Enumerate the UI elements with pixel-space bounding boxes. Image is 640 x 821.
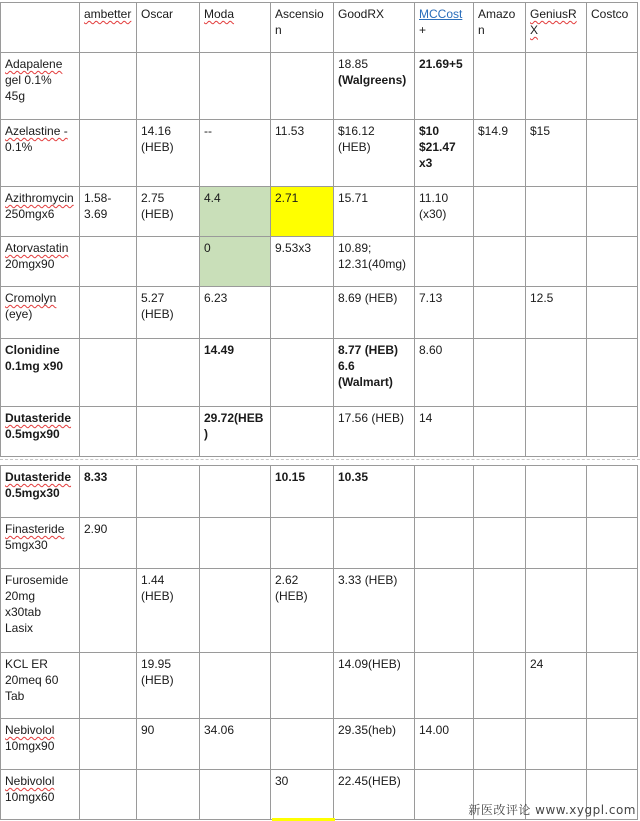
price-cell	[137, 120, 200, 187]
price-cell	[587, 407, 638, 457]
header-row	[1, 3, 638, 53]
drug-name-cell: Nebivolol 10mgx60	[1, 770, 80, 820]
price-cell	[415, 120, 474, 187]
price-cell	[137, 569, 200, 653]
price-cell	[587, 653, 638, 719]
price-cell	[587, 53, 638, 120]
drug-name-cell: Clonidine 0.1mg x90	[1, 339, 80, 407]
price-cell	[80, 237, 137, 287]
price-cell	[80, 339, 137, 407]
cell-line: (x30)	[419, 207, 447, 221]
table-row	[1, 466, 638, 518]
drug-name-cell: Azithromycin 250mgx6	[1, 187, 80, 237]
price-cell	[137, 518, 200, 569]
cell-line: 3.69	[84, 207, 108, 221]
header-costco: Costco	[587, 3, 638, 53]
cell-line: 10.89;	[338, 241, 372, 255]
cell-line: (Walmart)	[338, 375, 393, 389]
price-cell	[80, 53, 137, 120]
drug-name-cell: Furosemide 20mg x30tab Lasix	[1, 569, 80, 653]
cell-line: 7.13	[419, 291, 443, 305]
price-cell	[587, 187, 638, 237]
cell-line: $10	[419, 124, 440, 138]
table-row	[1, 339, 638, 407]
price-cell	[200, 518, 271, 569]
price-cell	[474, 237, 526, 287]
price-cell	[474, 518, 526, 569]
table-row	[1, 120, 638, 187]
cell-line: 2.62	[275, 573, 299, 587]
price-cell	[271, 569, 334, 653]
price-cell	[587, 237, 638, 287]
price-cell	[80, 466, 137, 518]
cell-line: 6.6	[338, 359, 355, 373]
cell-line: 34.06	[204, 723, 235, 737]
cell-line: 29.72(HEB)	[204, 411, 264, 441]
mccost-link[interactable]: MCCost	[419, 7, 463, 21]
cell-line: 15.71	[338, 191, 369, 205]
price-cell	[334, 237, 415, 287]
price-cell	[526, 287, 587, 339]
cell-line: 90	[141, 723, 155, 737]
price-cell	[271, 237, 334, 287]
price-cell	[334, 187, 415, 237]
cell-line: 22.45(HEB)	[338, 774, 401, 788]
price-cell	[200, 287, 271, 339]
price-cell	[415, 719, 474, 770]
drug-name-cell: Finasteride 5mgx30	[1, 518, 80, 569]
price-cell	[334, 518, 415, 569]
cell-line: 19.95	[141, 657, 172, 671]
cell-line: $16.12 (HEB)	[338, 124, 375, 154]
cell-line: 10.15	[275, 470, 306, 484]
price-cell	[334, 339, 415, 407]
cell-line: $21.47	[419, 140, 456, 154]
price-table-part-2	[0, 465, 638, 820]
price-cell	[271, 287, 334, 339]
watermark: 新医改评论 www.xygpl.com	[468, 803, 636, 817]
price-cell	[526, 120, 587, 187]
price-cell	[80, 653, 137, 719]
cell-line: (Walgreens)	[338, 73, 407, 87]
table-row	[1, 53, 638, 120]
table-row	[1, 237, 638, 287]
cell-line: 10.35	[338, 470, 369, 484]
cell-line: 21.69+5	[419, 57, 463, 71]
cell-line: 18.85	[338, 57, 369, 71]
cell-line: 14.49	[204, 343, 235, 357]
cell-line: 8.77 (HEB)	[338, 343, 399, 357]
price-cell	[334, 407, 415, 457]
price-cell	[526, 518, 587, 569]
cell-line: 24	[530, 657, 544, 671]
price-cell	[80, 770, 137, 820]
table-row	[1, 653, 638, 719]
price-cell	[271, 187, 334, 237]
price-cell	[474, 339, 526, 407]
price-cell	[474, 187, 526, 237]
price-cell	[526, 53, 587, 120]
price-cell	[137, 237, 200, 287]
price-cell	[271, 653, 334, 719]
table-row	[1, 287, 638, 339]
cell-line: 2.75	[141, 191, 165, 205]
table-row	[1, 569, 638, 653]
cell-line: 14.00	[419, 723, 450, 737]
price-cell	[587, 287, 638, 339]
price-cell	[415, 407, 474, 457]
cell-line: 1.58-	[84, 191, 112, 205]
price-cell	[80, 120, 137, 187]
header-blank	[1, 3, 80, 53]
price-cell	[200, 719, 271, 770]
cell-line: 3.33 (HEB)	[338, 573, 398, 587]
header-geniusrx: GeniusRX	[526, 3, 587, 53]
price-cell	[334, 569, 415, 653]
price-cell	[200, 653, 271, 719]
cell-line: 8.69 (HEB)	[338, 291, 398, 305]
price-cell	[200, 569, 271, 653]
price-cell	[137, 339, 200, 407]
cell-line: 14.09(HEB)	[338, 657, 401, 671]
table-row	[1, 407, 638, 457]
cell-line: 14	[419, 411, 433, 425]
cell-line: --	[204, 124, 212, 138]
price-cell	[587, 518, 638, 569]
price-cell	[587, 339, 638, 407]
price-cell	[271, 120, 334, 187]
cell-line: 0	[204, 241, 211, 255]
price-cell	[271, 770, 334, 820]
cell-line: $15	[530, 124, 551, 138]
cell-line: 29.35(heb)	[338, 723, 397, 737]
price-cell	[80, 187, 137, 237]
cell-line: 6.23	[204, 291, 228, 305]
cell-line: (HEB)	[141, 589, 174, 603]
price-cell	[415, 569, 474, 653]
drug-name-cell: KCL ER 20meq 60 Tab	[1, 653, 80, 719]
price-cell	[415, 187, 474, 237]
price-cell	[526, 407, 587, 457]
price-cell	[587, 120, 638, 187]
price-cell	[415, 653, 474, 719]
cell-line: (HEB)	[141, 140, 174, 154]
price-cell	[334, 653, 415, 719]
price-cell	[334, 466, 415, 518]
price-cell	[200, 407, 271, 457]
drug-name-cell: Dutasteride 0.5mgx30	[1, 466, 80, 518]
price-cell	[415, 53, 474, 120]
cell-line: 1.44	[141, 573, 165, 587]
price-cell	[474, 653, 526, 719]
price-cell	[80, 518, 137, 569]
cell-line: 11.53	[275, 124, 305, 138]
cell-line: 9.53x3	[275, 241, 312, 255]
price-cell	[415, 339, 474, 407]
price-cell	[271, 466, 334, 518]
header-ambetter: ambetter	[80, 3, 137, 53]
price-cell	[415, 287, 474, 339]
price-cell	[526, 653, 587, 719]
price-cell	[200, 187, 271, 237]
price-cell	[415, 237, 474, 287]
price-cell	[474, 407, 526, 457]
price-cell	[137, 653, 200, 719]
table-row	[1, 187, 638, 237]
cell-line: (HEB)	[141, 207, 174, 221]
price-cell	[474, 120, 526, 187]
price-cell	[526, 719, 587, 770]
price-cell	[137, 287, 200, 339]
price-cell	[200, 237, 271, 287]
cell-line: 12.5	[530, 291, 554, 305]
price-cell	[200, 466, 271, 518]
price-cell	[334, 770, 415, 820]
price-cell	[474, 53, 526, 120]
cell-line: 5.27	[141, 291, 165, 305]
price-cell	[587, 719, 638, 770]
cell-line: 2.71	[275, 191, 299, 205]
price-cell	[474, 719, 526, 770]
cell-line: 11.10	[419, 191, 449, 205]
cell-line: 14.16	[141, 124, 172, 138]
price-cell	[415, 770, 474, 820]
header-ascension: Ascension	[271, 3, 334, 53]
price-cell	[271, 719, 334, 770]
price-cell	[334, 120, 415, 187]
price-cell	[200, 339, 271, 407]
price-cell	[200, 53, 271, 120]
cell-line: 8.33	[84, 470, 108, 484]
cell-line: 17.56 (HEB)	[338, 411, 405, 425]
price-cell	[526, 569, 587, 653]
cell-line: 30	[275, 774, 289, 788]
cell-line: 12.31(40mg)	[338, 257, 407, 271]
price-cell	[271, 518, 334, 569]
price-table-part-1	[0, 2, 638, 457]
drug-name-cell: Azelastine - 0.1%	[1, 120, 80, 187]
price-cell	[137, 466, 200, 518]
price-cell	[137, 770, 200, 820]
price-cell	[80, 407, 137, 457]
price-cell	[526, 187, 587, 237]
price-cell	[137, 187, 200, 237]
price-cell	[334, 287, 415, 339]
header-mccost: MCCost +	[415, 3, 474, 53]
drug-name-cell: Cromolyn (eye)	[1, 287, 80, 339]
price-cell	[474, 287, 526, 339]
table-row	[1, 719, 638, 770]
cell-line: 4.4	[204, 191, 221, 205]
cell-line: (HEB)	[275, 589, 308, 603]
price-cell	[474, 569, 526, 653]
price-cell	[80, 287, 137, 339]
price-cell	[80, 719, 137, 770]
price-cell	[137, 53, 200, 120]
drug-name-cell: Nebivolol 10mgx90	[1, 719, 80, 770]
price-cell	[137, 719, 200, 770]
cell-line: $14.9	[478, 124, 509, 138]
price-cell	[526, 339, 587, 407]
price-cell	[526, 466, 587, 518]
price-cell	[271, 339, 334, 407]
table-row	[1, 518, 638, 569]
cell-line: x3	[419, 156, 433, 170]
price-cell	[271, 407, 334, 457]
price-cell	[587, 466, 638, 518]
price-cell	[334, 719, 415, 770]
price-cell	[137, 407, 200, 457]
drug-name-cell: Adapalene gel 0.1% 45g	[1, 53, 80, 120]
cell-line: (HEB)	[141, 673, 174, 687]
drug-name-cell: Atorvastatin 20mgx90	[1, 237, 80, 287]
price-cell	[334, 53, 415, 120]
cell-line: (HEB)	[141, 307, 174, 321]
header-goodrx: GoodRX	[334, 3, 415, 53]
price-cell	[587, 569, 638, 653]
price-cell	[415, 518, 474, 569]
price-cell	[200, 770, 271, 820]
page-break-line	[0, 459, 640, 460]
price-cell	[271, 53, 334, 120]
price-cell	[80, 569, 137, 653]
drug-name-cell: Dutasteride 0.5mgx90	[1, 407, 80, 457]
header-oscar: Oscar	[137, 3, 200, 53]
price-cell	[415, 466, 474, 518]
cell-line: 8.60	[419, 343, 443, 357]
price-cell	[474, 466, 526, 518]
price-cell	[526, 237, 587, 287]
price-cell	[200, 120, 271, 187]
cell-line: 2.90	[84, 522, 108, 536]
header-amazon: Amazon	[474, 3, 526, 53]
header-moda: Moda	[200, 3, 271, 53]
